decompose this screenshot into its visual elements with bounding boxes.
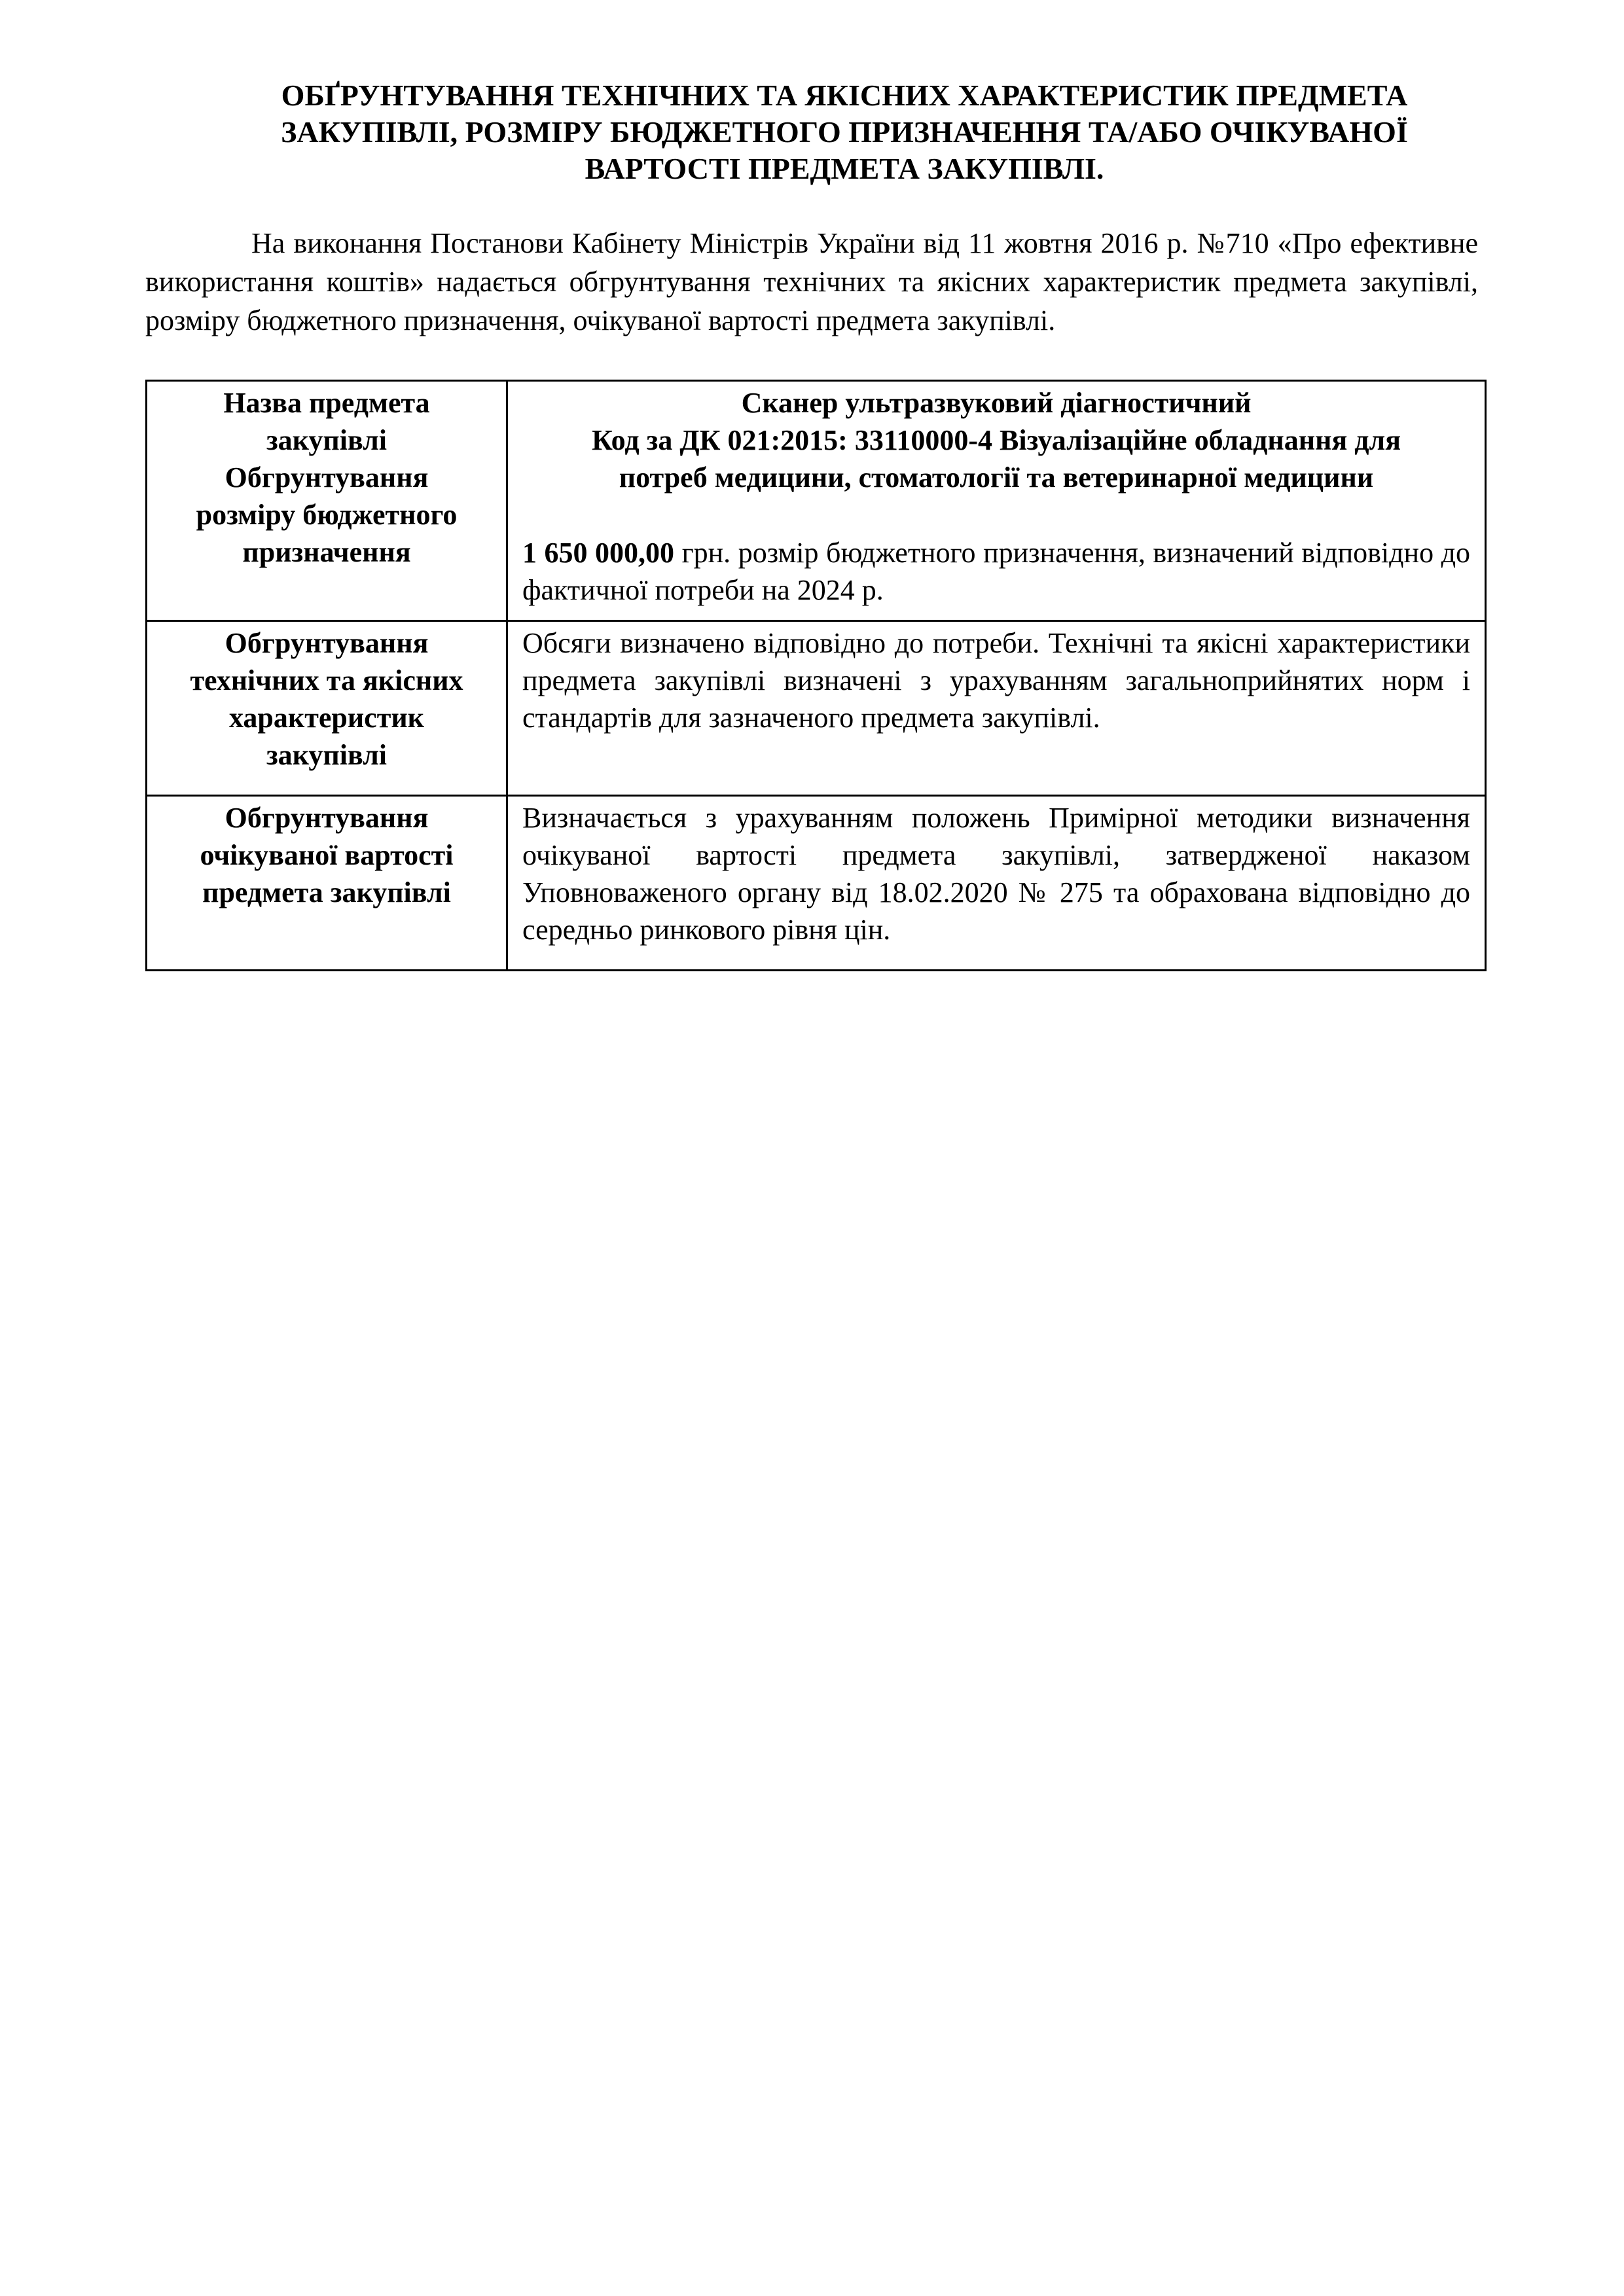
label-line: технічних та якісних [190,664,463,696]
subject-name: Сканер ультразвуковий діагностичний [741,387,1252,419]
label-line: характеристик [228,702,425,734]
budget-amount: 1 650 000,00 [522,537,675,569]
document-title [196,77,1492,187]
label-line: Назва предмета [223,387,430,419]
subject-code-line-1: Код за ДК 021:2015: 33110000-4 Візуалізаційне обладнання для [591,424,1401,456]
table-row [147,381,1486,621]
budget-justification [522,534,1470,609]
label-line: закупівлі [266,739,388,771]
row-value-subject-budget [507,381,1486,621]
label-line: очікуваної вартості [200,839,454,871]
row-value-technical: Обсяги визначено відповідно до потреби. Технічні та якісні характеристики предмета закупівлі визначені з урахуванням загальноприйнятих норм і стандартів для зазначеного предмета закупівлі. [507,621,1486,796]
title-line-2: ЗАКУПІВЛІ, РОЗМІРУ БЮДЖЕТНОГО ПРИЗНАЧЕННЯ ТА/АБО ОЧІКУВАНОЇ [281,115,1408,149]
row-label-subject-budget [147,381,507,621]
label-line: призначення [242,536,411,568]
intro-paragraph: На виконання Постанови Кабінету Міністрів України від 11 жовтня 2016 р. №710 «Про ефективне використання коштів» надається обгрунтування технічних та якісних характеристик предмета закупівлі, розміру бюджетного призначення, очікуваної вартості предмета закупівлі. [145,227,1478,336]
title-line-1: ОБҐРУНТУВАННЯ ТЕХНІЧНИХ ТА ЯКІСНИХ ХАРАКТЕРИСТИК ПРЕДМЕТА [281,79,1408,112]
row-label-technical [147,621,507,796]
table-row [147,621,1486,796]
justification-table [145,380,1487,971]
subject-code-line-2: потреб медицини, стоматології та ветеринарної медицини [619,461,1374,493]
label-line: предмета закупівлі [202,876,451,908]
row-label-expected-cost [147,796,507,971]
procurement-subject [522,384,1470,496]
label-line: закупівлі [266,424,388,456]
label-line: розміру бюджетного [196,499,458,531]
label-line: Обгрунтування [225,627,429,659]
table-row [147,796,1486,971]
label-line: Обгрунтування [225,461,429,493]
title-line-3: ВАРТОСТІ ПРЕДМЕТА ЗАКУПІВЛІ. [585,152,1104,185]
label-line: Обгрунтування [225,802,429,834]
row-value-expected-cost: Визначається з урахуванням положень Примірної методики визначення очікуваної вартості предмета закупівлі, затвердженої наказом Уповноваженого органу від 18.02.2020 № 275 та обрахована відповідно до середньо ринкового рівня цін. [507,796,1486,971]
budget-text: грн. розмір бюджетного призначення, визначений відповідно до фактичної потреби на 2024 р. [522,537,1471,606]
